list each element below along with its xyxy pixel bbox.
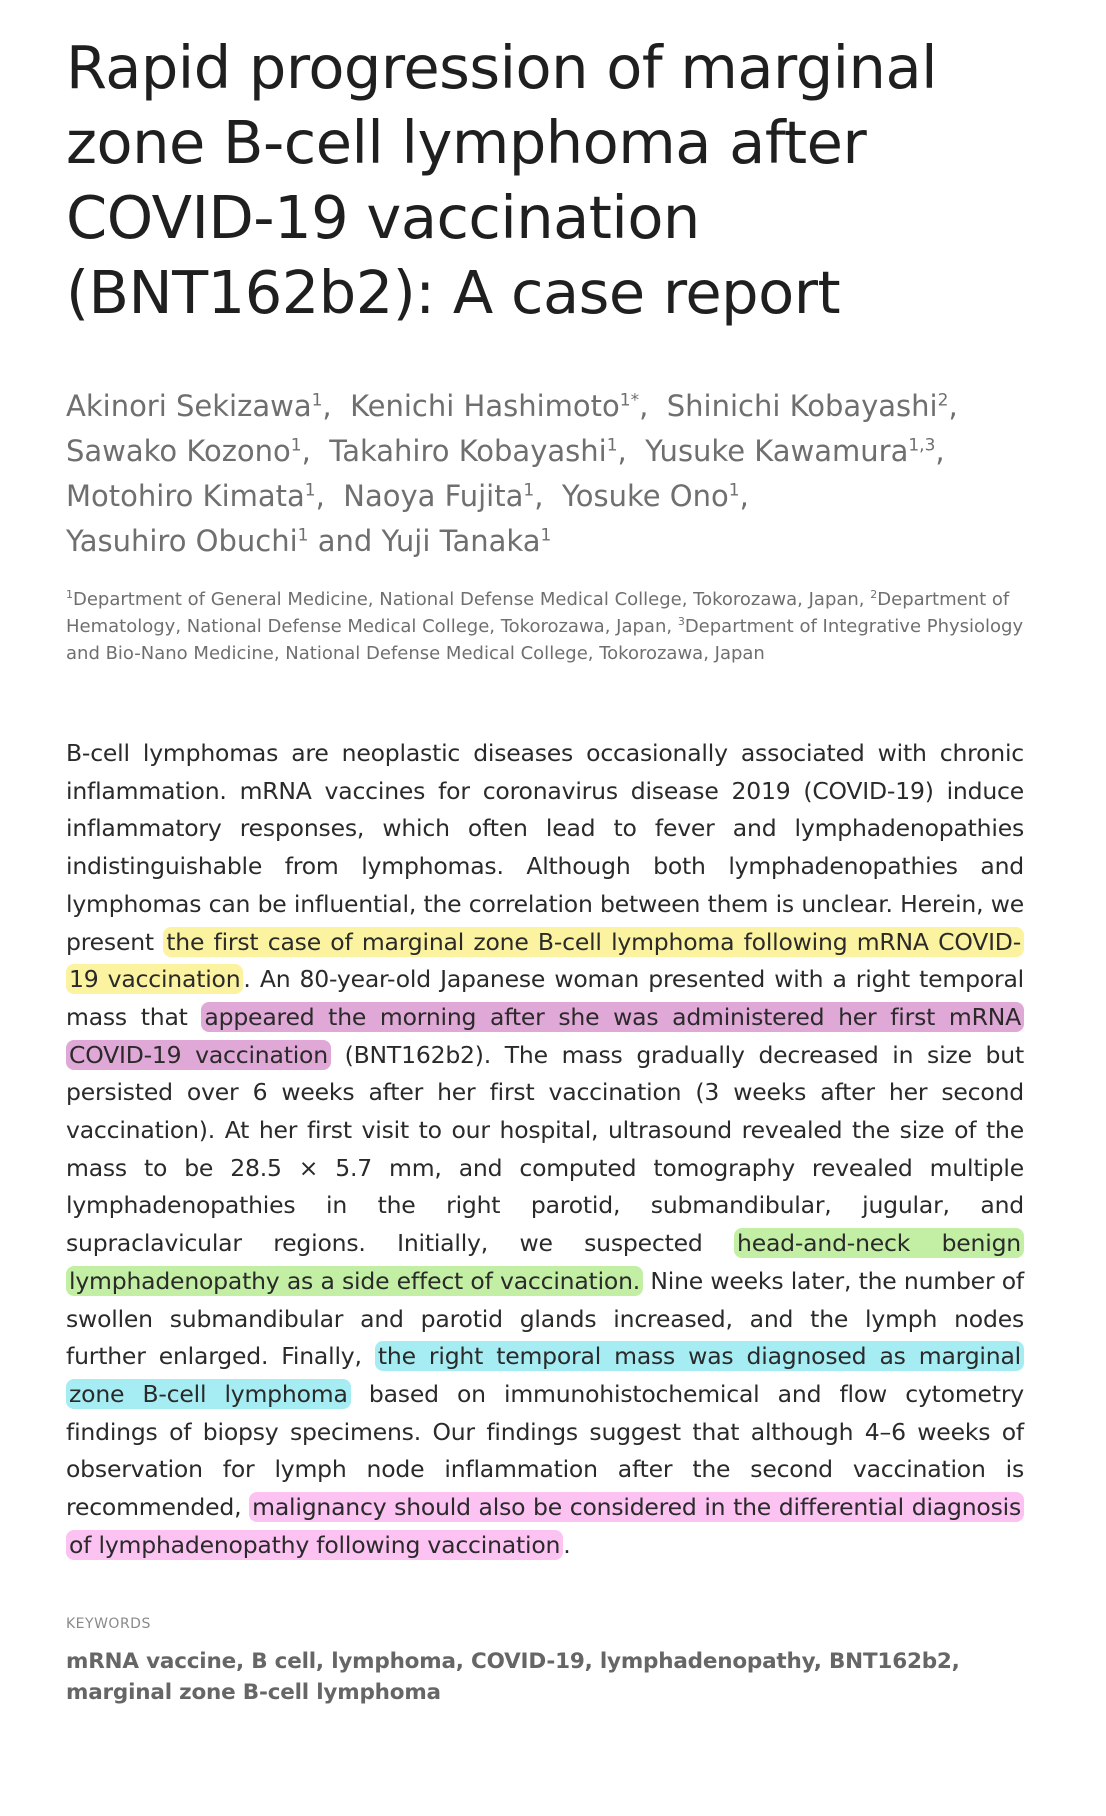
author-name: Takahiro Kobayashi (329, 434, 607, 468)
author-name: Yusuke Kawamura (645, 434, 909, 468)
abstract-text: . (563, 1530, 571, 1559)
paper-page (66, 30, 1024, 1708)
abstract-text: . An 80-year-old Japanese woman presented with a right temporal mass that (66, 965, 1024, 1031)
author-affiliation-mark: 2 (937, 390, 949, 411)
affiliations (66, 586, 1024, 667)
author-affiliation-mark: 1 (540, 525, 552, 546)
abstract (66, 735, 1024, 1564)
author-list: Akinori Sekizawa$^1$, Kenichi Hashimoto$^{1*}$, Shinichi Kobayashi$^2$, Sawako Kozono$^1$, Takahiro Kobayashi$^1$, Yusuke Kawamura$^{1,3}$, Motohiro Kimata$^1$, Naoya Fujita$^1$, Yosuke Ono$^1$, Yasuhiro Obuchi$^1$ and Yuji Tanaka$^1$ (66, 389, 958, 558)
highlight-yellow: the first case of marginal zone B-cell lymphoma following mRNA COVID-19 vaccination (66, 927, 1024, 995)
affiliation-text: Department of Integrative Physiology and Bio-Nano Medicine, National Defense Medical College, Tokorozawa, Japan (66, 616, 1024, 664)
article-title: Rapid progression of marginal zone B-cell lymphoma after COVID-19 vaccination (BNT162b2): A case report (66, 33, 937, 327)
affiliation-mark: 3 (677, 615, 685, 628)
keywords-heading: KEYWORDS (66, 1616, 151, 1633)
highlight-pink: malignancy should also be considered in the differential diagnosis of lymphadenopathy following vaccination (66, 1492, 1024, 1560)
affiliation-mark: 2 (870, 588, 878, 601)
author-affiliation-mark: 1 (304, 480, 316, 501)
affiliation-text: Department of Hematology, National Defense Medical College, Tokorozawa, Japan, (66, 589, 1010, 637)
author-affiliation-mark: 1 (523, 480, 535, 501)
abstract-text: B-cell lymphomas are neoplastic diseases occasionally associated with chronic inflammation. mRNA vaccines for coronavirus disease 2019 (COVID-19) induce inflammatory responses, which often lead to fever and lymphadenopathies indistinguishable from lymphomas. Although both lymphadenopathies and lymphomas can be influential, the correlation between them is unclear. Herein, we present (66, 739, 1024, 956)
author-name: Sawako Kozono (66, 434, 291, 468)
highlight-cyan: the right temporal mass was diagnosed as marginal zone B-cell lymphoma (66, 1341, 1024, 1409)
affiliation-mark: 1 (66, 588, 73, 601)
affiliation-text: Department of General Medicine, National Defense Medical College, Tokorozawa, Japan, (73, 589, 865, 610)
author-affiliation-mark: 1 (290, 435, 302, 456)
author-name: Akinori Sekizawa (66, 389, 312, 423)
highlight-green: head-and-neck benign lymphadenopathy as a side effect of vaccination. (66, 1228, 1024, 1296)
abstract-text: Nine weeks later, the number of swollen submandibular and parotid glands increased, and the lymph nodes further enlarged. Finally, (66, 1266, 1024, 1371)
author-name: Yosuke Ono (561, 479, 729, 513)
author-affiliation-mark: 1 (297, 525, 309, 546)
author-name: Naoya Fujita (343, 479, 524, 513)
author-name: Shinichi Kobayashi (666, 389, 938, 423)
author-affiliation-mark: 1 (728, 480, 740, 501)
abstract-text: based on immunohistochemical and flow cytometry findings of biopsy specimens. Our findings suggest that although 4–6 weeks of observation for lymph node inflammation after the second vaccination is recommended, (66, 1379, 1024, 1522)
author-affiliation-mark: 1 (311, 390, 323, 411)
keywords-list: mRNA vaccine, B cell, lymphoma, COVID-19, lymphadenopathy, BNT162b2, marginal zone B-cell lymphoma (66, 1649, 960, 1706)
author-name: Yuji Tanaka (381, 524, 541, 558)
author-name: Kenichi Hashimoto (350, 389, 620, 423)
author-affiliation-mark: 1 (606, 435, 618, 456)
author-affiliation-mark: 1,3 (908, 435, 936, 456)
author-conjunction: and (317, 524, 373, 558)
author-name: Motohiro Kimata (66, 479, 305, 513)
author-name: Yasuhiro Obuchi (66, 524, 298, 558)
author-affiliation-mark: 1* (619, 390, 640, 411)
highlight-purple: appeared the morning after she was administered her first mRNA COVID-19 vaccination (66, 1002, 1024, 1070)
abstract-text: (BNT162b2). The mass gradually decreased in size but persisted over 6 weeks after her first vaccination (3 weeks after her second vaccination). At her first visit to our hospital, ultrasound revealed the size of the mass to be 28.5 × 5.7 mm, and computed tomography revealed multiple lymphadenopathies in the right parotid, submandibular, jugular, and supraclavicular regions. Initially, we suspected (66, 1040, 1024, 1258)
